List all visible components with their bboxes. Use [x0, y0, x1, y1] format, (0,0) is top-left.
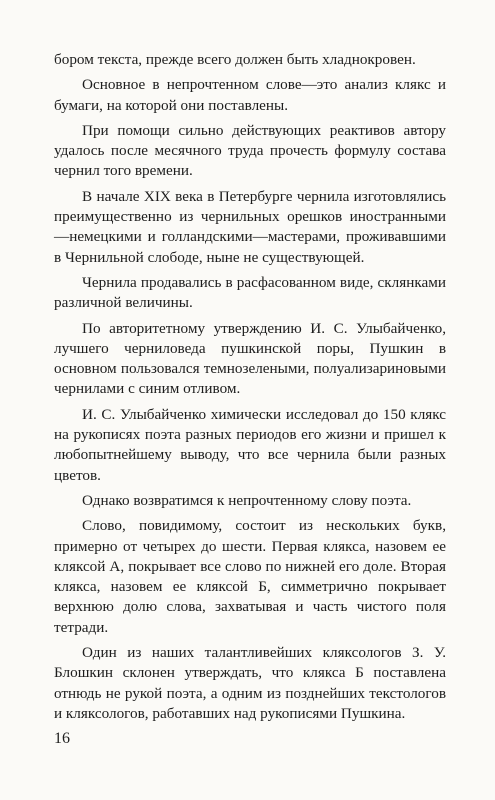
page-number: 16 — [54, 730, 70, 747]
paragraph: В начале XIX века в Петербурге чернила изготовлялись преимущественно из чернильных орешков иностранными—немецкими и голландскими—мастерами, проживавшими в Чернильной слободе, ныне не существующей. — [54, 187, 446, 266]
body-text — [54, 50, 446, 729]
paragraph: Слово, повидимому, состоит из нескольких букв, примерно от четырех до шести. Первая клякса, назовем ее кляксой А, покрывает все слово по нижней его доле. Вторая клякса, назовем ее кляксой Б, симметрично покрывает верхнюю долю слова, захватывая и часть чистого поля тетради. — [54, 517, 446, 636]
paragraph: Основное в непрочтенном слове—это анализ клякс и бумаги, на которой они поставлены. — [54, 76, 446, 114]
paragraph: Чернила продавались в расфасованном виде, склянками различной величины. — [54, 273, 446, 312]
paragraph: По авторитетному утверждению И. С. Улыбайченко, лучшего черниловеда пушкинской поры, Пушкин в основном пользовался темнозелеными, полуализариновыми чернилами с синим отливом. — [54, 319, 446, 398]
paragraph: Один из наших талантливейших кляксологов З. У. Блошкин склонен утверждать, что клякса Б поставлена отнюдь не рукой поэта, а одним из позднейших текстологов и кляксологов, работавших над рукописями Пушкина. — [54, 644, 446, 722]
paragraph: И. С. Улыбайченко химически исследовал до 150 клякс на рукописях поэта разных периодов его жизни и пришел к любопытнейшему выводу, что все чернила были разных цветов. — [54, 405, 446, 484]
paragraph: Однако возвратимся к непрочтенному слову поэта. — [82, 491, 412, 509]
paragraph: бором текста, прежде всего должен быть хладнокровен. — [54, 51, 416, 68]
paragraph: При помощи сильно действующих реактивов автору удалось после месячного труда прочесть формулу состава чернил того времени. — [54, 121, 446, 180]
